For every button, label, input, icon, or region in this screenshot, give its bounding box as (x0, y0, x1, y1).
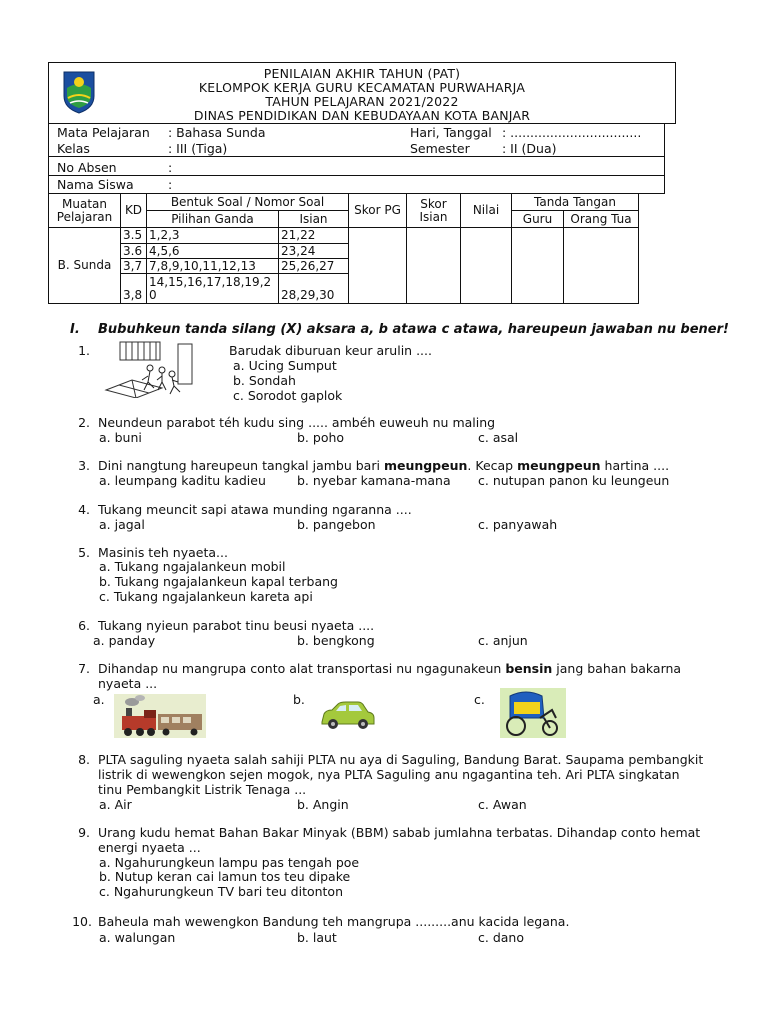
option-b[interactable]: b. (293, 692, 305, 707)
question-text: Masinis teh nyaeta... (98, 545, 228, 560)
option-b[interactable]: b. Nutup keran cai lamun tos teu dipake (99, 869, 351, 884)
question-text: Tukang nyieun parabot tinu beusi nyaeta .... (98, 618, 375, 633)
question-number: 2. (78, 415, 90, 430)
question-text: Neundeun parabot téh kudu sing ..... ambéh euweuh nu maling (98, 415, 496, 430)
score-table (48, 193, 639, 304)
option-b[interactable]: b. nyebar kamana-mana (297, 473, 451, 488)
option-a[interactable]: a. walungan (99, 930, 176, 945)
absen-value[interactable]: : (168, 160, 173, 175)
guru-sign-cell[interactable] (512, 228, 564, 304)
option-a[interactable]: a. buni (99, 430, 142, 445)
option-b[interactable]: b. Sondah (233, 373, 296, 388)
section-instruction: Bubuhkeun tanda silang (X) aksara a, b atawa c atawa, hareupeun jawaban nu bener! (98, 322, 729, 337)
header-skor-pg: Skor PG (349, 194, 407, 228)
question-text: Baheula mah wewengkon Bandung teh mangrupa .........anu kacida legana. (98, 914, 570, 929)
option-a[interactable]: a. panday (93, 633, 156, 648)
question-number: 8. (78, 752, 90, 767)
ortu-sign-cell[interactable] (564, 228, 639, 304)
semester-label: Semester (410, 141, 470, 156)
option-c[interactable]: c. Tukang ngajalankeun kareta api (99, 589, 313, 604)
question-number: 3. (78, 458, 90, 473)
question-text: PLTA saguling nyaeta salah sahiji PLTA nu aya di Saguling, Bandung Barat. Saupama pembangkit (98, 752, 704, 767)
option-c[interactable]: c. (474, 692, 485, 707)
kd-cell: 3,7 (121, 259, 147, 274)
mapel-label: Mata Pelajaran (57, 125, 150, 140)
header-bentuk-soal: Bentuk Soal / Nomor Soal (147, 194, 349, 211)
header-guru: Guru (512, 211, 564, 228)
option-c[interactable]: c. Sorodot gaplok (233, 388, 343, 403)
option-a[interactable]: a. Ucing Sumput (233, 358, 337, 373)
option-c[interactable]: c. dano (478, 930, 524, 945)
hari-value[interactable]: : ................................. (502, 125, 642, 140)
skor-isian-cell[interactable] (407, 228, 461, 304)
header-tanda-tangan: Tanda Tangan (512, 194, 639, 211)
bold-word: meungpeun (517, 458, 601, 473)
option-b[interactable]: b. Tukang ngajalankeun kapal terbang (99, 574, 338, 589)
header-skor-isian: Skor Isian (407, 194, 461, 228)
header-year: TAHUN PELAJARAN 2021/2022 (265, 94, 459, 109)
kelas-value: : III (Tiga) (168, 141, 228, 156)
option-c[interactable]: c. asal (478, 430, 519, 445)
question-number: 10. (72, 914, 92, 929)
header-kd: KD (121, 194, 147, 228)
question-text: Dihandap nu mangrupa conto alat transportasi nu ngagunakeun bensin jang bahan bakarna (98, 661, 682, 676)
option-a[interactable]: a. (93, 692, 105, 707)
kelas-label: Kelas (57, 141, 90, 156)
table-row (49, 228, 639, 244)
isian-cell: 23,24 (279, 244, 349, 259)
option-c[interactable]: c. Ngahurungkeun TV bari teu ditonton (99, 884, 344, 899)
header-nilai: Nilai (461, 194, 512, 228)
car-icon[interactable] (316, 694, 378, 736)
nama-value[interactable]: : (168, 177, 173, 192)
subject-cell: B. Sunda (49, 228, 121, 304)
question-number: 7. (78, 661, 90, 676)
pg-cell: 1,2,3 (147, 228, 279, 244)
header-box (48, 62, 676, 124)
question-text-line2: listrik di wewengkon sejen mogok, nya PLTA Saguling anu ngagantina teh. Ari PLTA singkatan (98, 767, 680, 782)
nilai-cell[interactable] (461, 228, 512, 304)
header-orang-tua: Orang Tua (564, 211, 639, 228)
isian-cell: 28,29,30 (279, 274, 349, 304)
isian-cell: 21,22 (279, 228, 349, 244)
option-b[interactable]: b. poho (297, 430, 345, 445)
kd-cell: 3.5 (121, 228, 147, 244)
option-a[interactable]: a. Air (99, 797, 132, 812)
option-b[interactable]: b. Angin (297, 797, 349, 812)
pg-cell: 7,8,9,10,11,12,13 (147, 259, 279, 274)
becak-icon[interactable] (500, 688, 566, 738)
question-text-line3: tinu Pembangkit Listrik Tenaga ... (98, 782, 307, 797)
header-isian: Isian (279, 211, 349, 228)
semester-value: : II (Dua) (502, 141, 557, 156)
option-c[interactable]: c. panyawah (478, 517, 558, 532)
hari-label: Hari, Tanggal (410, 125, 492, 140)
question-number: 4. (78, 502, 90, 517)
pg-cell: 14,15,16,17,18,19,20 (147, 274, 279, 304)
bold-word: meungpeun (383, 458, 468, 473)
question-text: Tukang meuncit sapi atawa munding ngaranna .... (98, 502, 412, 517)
question-number: 5. (78, 545, 90, 560)
question-text-line2: energi nyaeta ... (98, 840, 201, 855)
option-c[interactable]: c. anjun (478, 633, 528, 648)
question-number: 1. (78, 343, 90, 358)
question-text: Barudak diburuan keur arulin .... (229, 343, 432, 358)
children-playing-illustration (102, 340, 198, 398)
header-title: PENILAIAN AKHIR TAHUN (PAT) (263, 66, 461, 81)
option-a[interactable]: a. jagal (99, 517, 145, 532)
option-b[interactable]: b. laut (297, 930, 337, 945)
question-number: 9. (78, 825, 90, 840)
question-number: 6. (78, 618, 90, 633)
kota-banjar-logo-icon (62, 70, 96, 114)
option-c[interactable]: c. nutupan panon ku leungeun (478, 473, 670, 488)
skor-pg-cell[interactable] (349, 228, 407, 304)
kd-cell: 3,8 (121, 274, 147, 304)
bold-word: bensin (505, 661, 553, 676)
header-kkg: KELOMPOK KERJA GURU KECAMATAN PURWAHARJA (198, 80, 526, 95)
question-text: Dini nangtung hareupeun tangkal jambu bari meungpeun. Kecap meungpeun hartina .... (98, 458, 670, 473)
absen-label: No Absen (57, 160, 117, 175)
question-text: Urang kudu hemat Bahan Bakar Minyak (BBM) sabab jumlahna terbatas. Dihandap conto hemat (98, 825, 701, 840)
pg-cell: 4,5,6 (147, 244, 279, 259)
isian-cell: 25,26,27 (279, 259, 349, 274)
question-text-line2: nyaeta ... (98, 676, 158, 691)
mapel-value: : Bahasa Sunda (168, 125, 266, 140)
section-numeral: I. (70, 322, 80, 337)
option-b[interactable]: b. pangebon (297, 517, 376, 532)
kd-cell: 3.6 (121, 244, 147, 259)
train-icon[interactable] (114, 694, 206, 738)
option-a[interactable]: a. leumpang kaditu kadieu (99, 473, 266, 488)
nama-label: Nama Siswa (57, 177, 134, 192)
option-a[interactable]: a. Tukang ngajalankeun mobil (99, 559, 286, 574)
header-dinas: DINAS PENDIDIKAN DAN KEBUDAYAAN KOTA BANJAR (193, 108, 531, 123)
header-muatan: Muatan Pelajaran (49, 194, 121, 228)
option-a[interactable]: a. Ngahurungkeun lampu pas tengah poe (99, 855, 360, 870)
option-c[interactable]: c. Awan (478, 797, 527, 812)
option-b[interactable]: b. bengkong (297, 633, 375, 648)
header-pilihan-ganda: Pilihan Ganda (147, 211, 279, 228)
